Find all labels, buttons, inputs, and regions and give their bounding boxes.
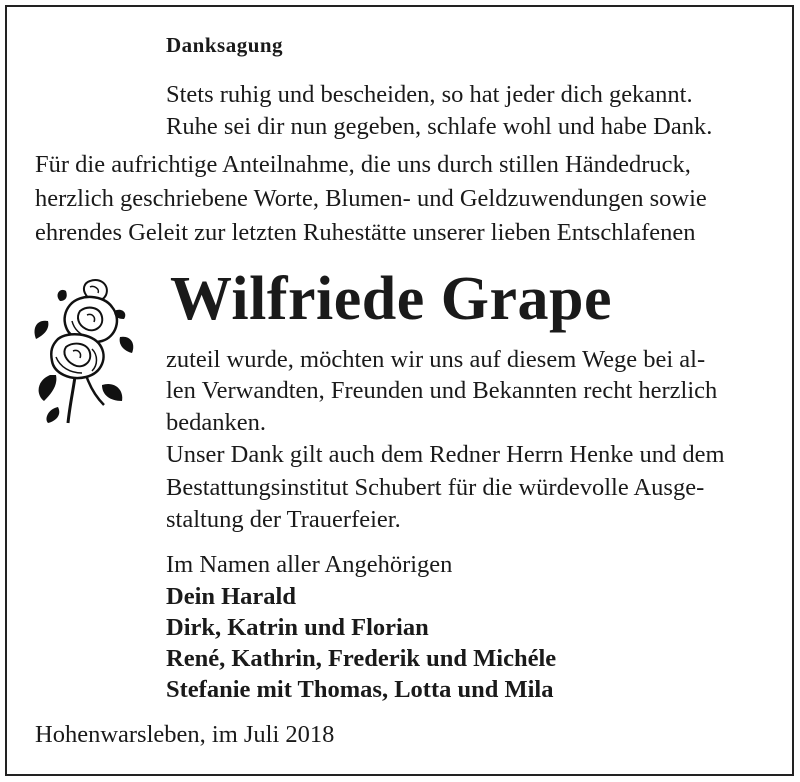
signature-intro: Im Namen aller Angehörigen — [166, 551, 453, 578]
intro-line-2: herzlich geschriebene Worte, Blumen- und Geldzuwendungen sowie — [35, 185, 707, 212]
body-line-2: len Verwandten, Freunden und Bekannten recht herzlich — [166, 377, 718, 404]
place-and-date: Hohenwarsleben, im Juli 2018 — [35, 721, 335, 748]
quote-line-2: Ruhe sei dir nun gegeben, schlafe wohl und habe Dank. — [166, 113, 713, 140]
quote-line-1: Stets ruhig und bescheiden, so hat jeder dich gekannt. — [166, 81, 693, 108]
body-line-6: staltung der Trauerfeier. — [166, 506, 401, 533]
intro-line-1: Für die aufrichtige Anteilnahme, die uns durch stillen Händedruck, — [35, 151, 691, 178]
intro-line-3: ehrendes Geleit zur letzten Ruhestätte unserer lieben Entschlafenen — [35, 219, 696, 246]
signature-line-2: Dirk, Katrin und Florian — [166, 614, 429, 641]
body-line-4: Unser Dank gilt auch dem Redner Herrn Henke und dem — [166, 441, 725, 468]
signature-line-3: René, Kathrin, Frederik und Michéle — [166, 645, 557, 672]
signature-line-1: Dein Harald — [166, 583, 296, 610]
signature-line-4: Stefanie mit Thomas, Lotta und Mila — [166, 676, 554, 703]
body-line-3: bedanken. — [166, 409, 266, 436]
rose-icon — [30, 277, 142, 425]
body-line-5: Bestattungsinstitut Schubert für die würdevolle Ausge- — [166, 474, 705, 501]
body-line-1: zuteil wurde, möchten wir uns auf diesem Wege bei al- — [166, 346, 706, 373]
notice-heading: Danksagung — [166, 33, 284, 57]
deceased-name: Wilfriede Grape — [170, 265, 612, 333]
